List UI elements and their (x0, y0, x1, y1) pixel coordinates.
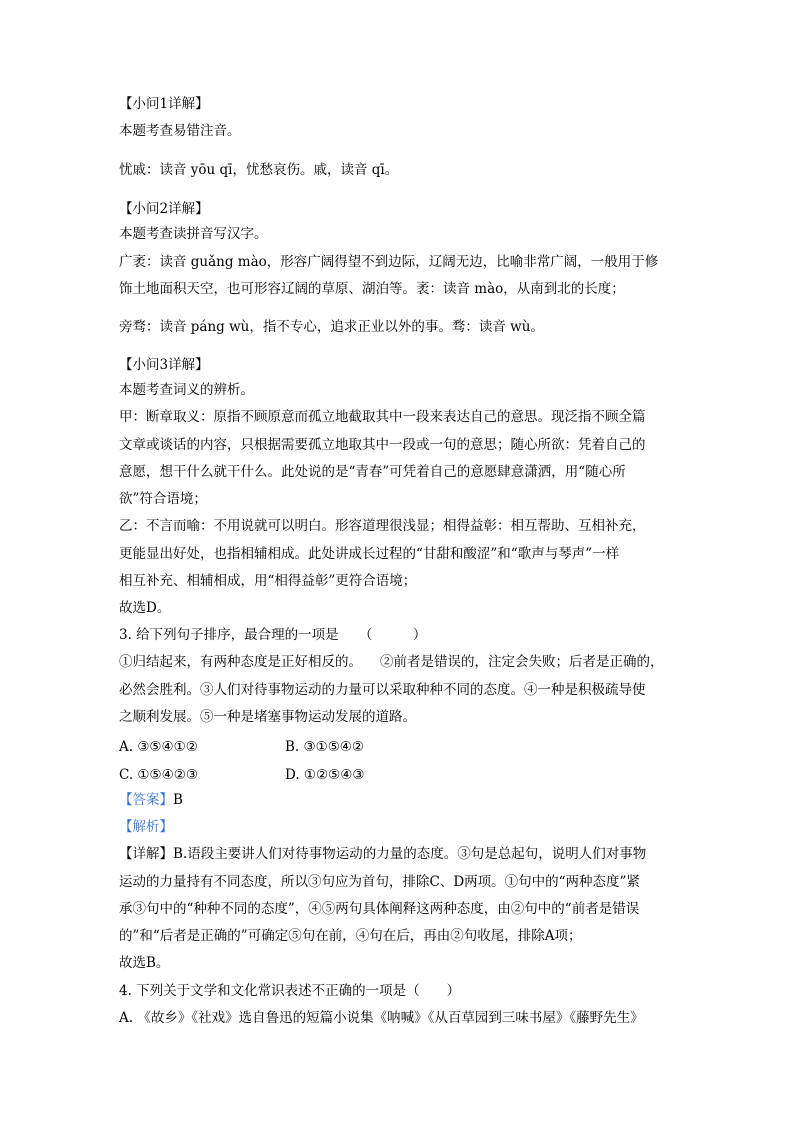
paragraph: 乙：不言而喻：不用说就可以明白。形容道理很浅显；相得益彰：相互帮助、互相补充， (119, 518, 646, 534)
paragraph: 文章或谈话的内容，只根据需要孤立地取其中一段或一句的意思；随心所欲：凭着自己的 (119, 437, 646, 453)
question-3-title: 3. 给下列句子排序，最合理的一项是 （ ） (119, 627, 427, 643)
sentence-1: ①归结起来，有两种态度是正好相反的。 (119, 654, 362, 670)
analysis-label (119, 817, 679, 837)
paragraph: 承③句中的“种种不同的态度”，④⑤两句具体阐释这两种态度，由②句中的“前者是错误 (119, 901, 640, 917)
answer-value: B (173, 792, 183, 808)
paragraph: 的”和“后者是正确的”可确定⑤句在前，④句在后，再由②句收尾，排除A项； (119, 928, 582, 944)
paragraph: 故选D。 (119, 600, 171, 616)
section-heading-q2: 【小问2详解】 (119, 201, 209, 217)
question-3-text (119, 652, 679, 672)
sentence-2: ②前者是错误的，注定会失败；后者是正确的， (380, 654, 664, 670)
question-4-title: 4. 下列关于文学和文化常识表述不正确的一项是（ ） (119, 983, 461, 999)
paragraph (119, 844, 679, 864)
paragraph: 本题考查易错注音。 (119, 123, 241, 139)
option-d: D. ①②⑤④③ (285, 767, 365, 783)
question-3-text: 必然会胜利。③人们对待事物运动的力量可以采取种种不同的态度。④一种是积极疏导使 (119, 682, 646, 698)
detail-label: 【详解】 (119, 846, 173, 862)
paragraph: 故选B。 (119, 955, 170, 971)
paragraph: 饰土地面积天空，也可形容辽阔的草原、湖泊等。袤：读音 mào，从南到北的长度； (119, 281, 625, 297)
paragraph: 意愿，想干什么就干什么。此处说的是“青春”可凭着自己的意愿肆意潇洒，用“随心所 (119, 464, 626, 480)
options-row-2 (119, 765, 679, 785)
detail-text: B.语段主要讲人们对待事物运动的力量的态度。③句是总起句，说明人们对事物 (173, 846, 647, 862)
options-row-1 (119, 737, 679, 757)
paragraph: 忧戚：读音 yōu qī，忧愁哀伤。戚，读音 qī。 (119, 162, 399, 178)
paragraph: 相互补充、相辅相成，用“相得益彰”更符合语境； (119, 573, 417, 589)
paragraph: 欲”符合语境； (119, 491, 207, 507)
answer-label: 【答案】 (119, 792, 173, 808)
section-heading-q3: 【小问3详解】 (119, 357, 209, 373)
paragraph: 本题考查词义的辨析。 (119, 382, 254, 398)
analysis-heading: 【解析】 (119, 819, 173, 835)
question-3-text: 之顺利发展。⑤一种是堵塞事物运动发展的道路。 (119, 709, 416, 725)
option-a: A. 《故乡》《社戏》选自鲁迅的短篇小说集《呐喊》《从百草园到三味书屋》《藤野先生》 (119, 1010, 644, 1026)
option-c: C. ①⑤④②③ (119, 767, 198, 783)
section-heading-q1: 【小问1详解】 (119, 96, 209, 112)
option-a: A. ③⑤④①② (119, 739, 198, 755)
paragraph: 运动的力量持有不同态度，所以③句应为首句，排除C、D两项。①句中的“两种态度”紧 (119, 874, 640, 890)
answer-line (119, 790, 679, 810)
paragraph: 广袤：读音 guǎng mào，形容广阔得望不到边际，辽阔无边，比喻非常广阔，一般用于修 (119, 254, 659, 270)
paragraph: 甲：断章取义：原指不顾原意而孤立地截取其中一段来表达自己的意思。现泛指不顾全篇 (119, 409, 646, 425)
paragraph: 本题考查读拼音写汉字。 (119, 226, 268, 242)
paragraph: 旁骛：读音 páng wù，指不专心，追求正业以外的事。骛：读音 wù。 (119, 319, 544, 335)
option-b: B. ③①⑤④② (285, 739, 365, 755)
paragraph: 更能显出好处，也指相辅相成。此处讲成长过程的“甘甜和酸涩”和“歌声与琴声”一样 (119, 546, 620, 562)
